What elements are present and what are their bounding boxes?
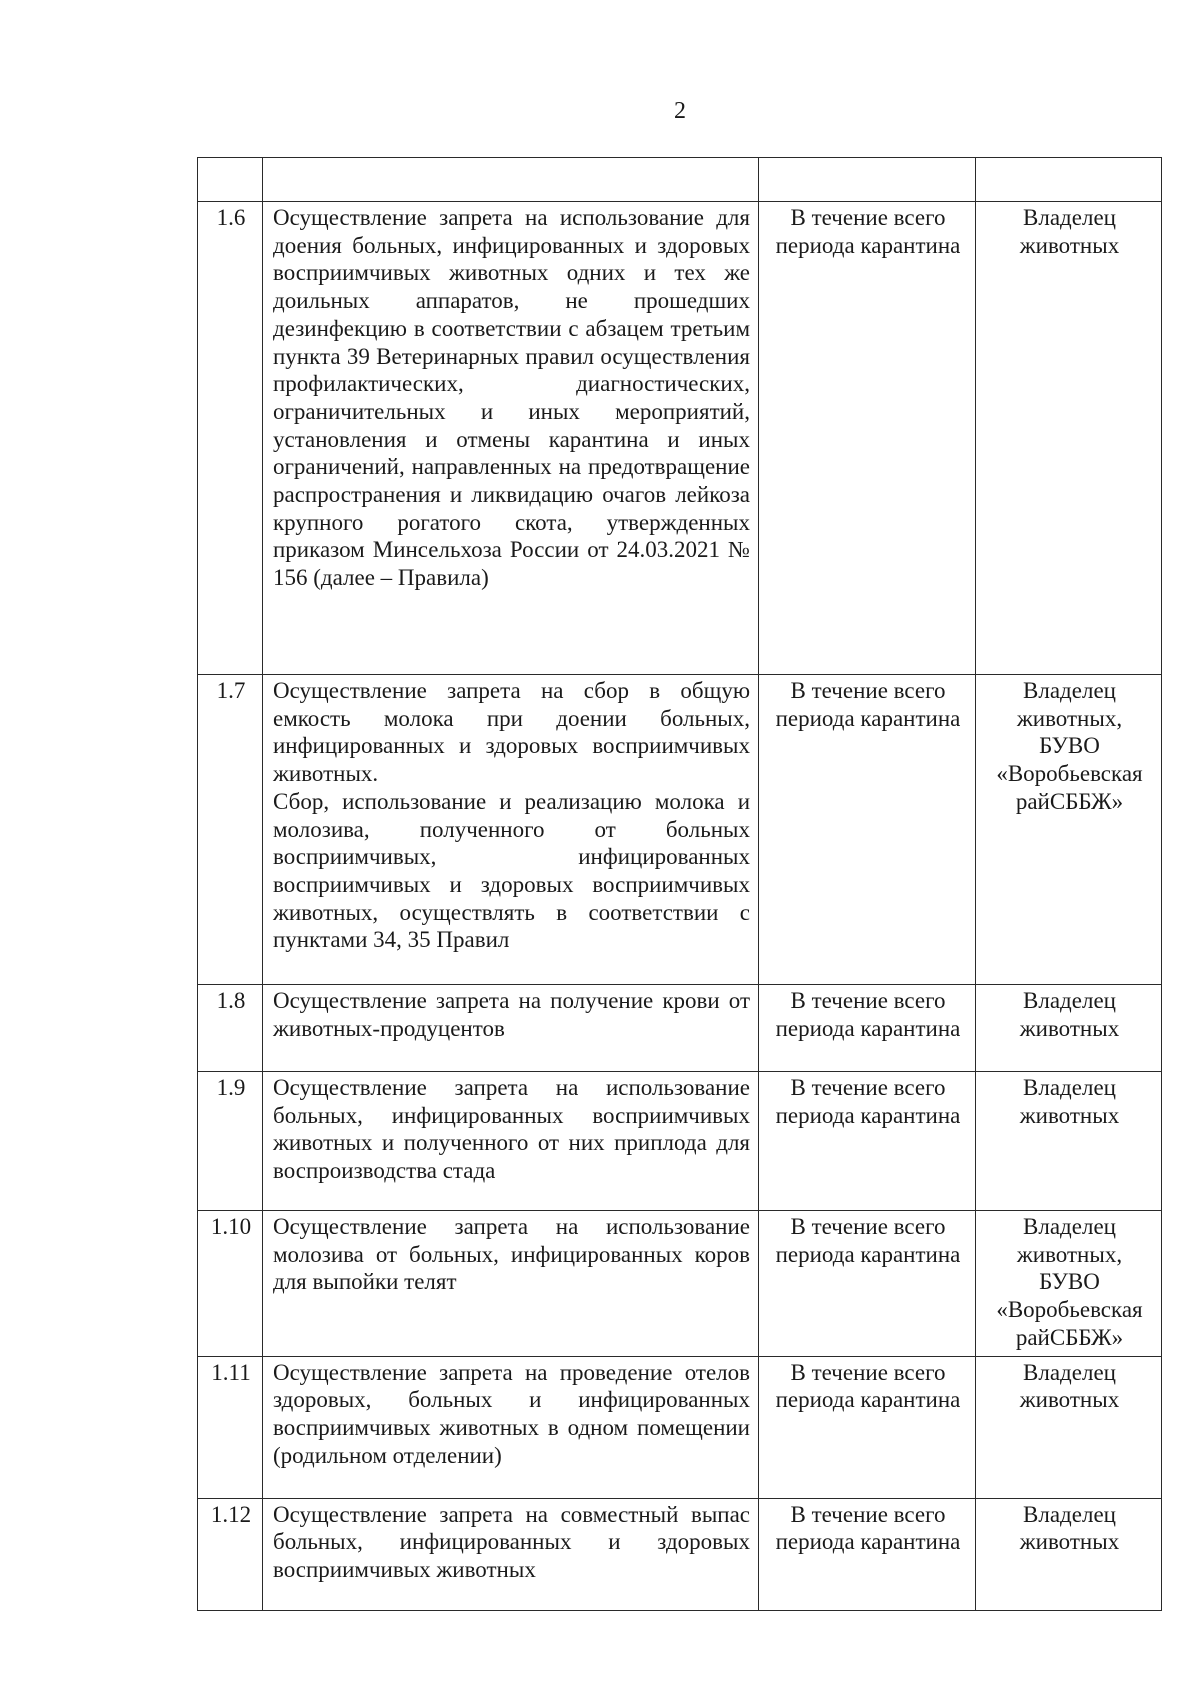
measure-text: Осуществление запрета на совместный выпас больных, инфицированных и здоровых восприимчивых животных [263,1498,759,1610]
cell-empty [976,158,1162,202]
measure-responsible: Владелец животных [976,1356,1162,1498]
measure-period: В течение всего периода карантина [759,985,976,1072]
measure-text: Осуществление запрета на использование больных, инфицированных восприимчивых животных и полученного от них приплода для воспроизводства стада [263,1072,759,1211]
page-number: 2 [674,98,686,124]
cell-empty [198,158,263,202]
measure-text: Осуществление запрета на использование для доения больных, инфицированных и здоровых восприимчивых животных одних и тех же доильных аппаратов, не прошедших дезинфекцию в соответствии с абзацем третьим пункта 39 Ветеринарных правил осуществления профилактических, диагностических, ограничительных и иных мероприятий, установления и отмены карантина и иных ограничений, направленных на предотвращение распространения и ликвидацию очагов лейкоза крупного рогатого скота, утвержденных приказом Минсельхоза России от 24.03.2021 № 156 (далее – Правила) [263,202,759,675]
row-number: 1.8 [198,985,263,1072]
measure-text: Осуществление запрета на получение крови от животных-продуцентов [263,985,759,1072]
row-number: 1.11 [198,1356,263,1498]
measure-text: Осуществление запрета на сбор в общую емкость молока при доении больных, инфицированных и здоровых восприимчивых животных. [273,678,750,787]
table-row [198,1072,1162,1211]
row-number: 1.6 [198,202,263,675]
table-row [198,675,1162,985]
row-number: 1.7 [198,675,263,985]
measure-period: В течение всего периода карантина [759,202,976,675]
cell-empty [759,158,976,202]
measure-period: В течение всего периода карантина [759,675,976,985]
measures-table [197,157,1162,1611]
table-row [198,1356,1162,1498]
table-row-continuation [198,158,1162,202]
measure-text-continued: Сбор, использование и реализацию молока и молозива, полученного от больных восприимчивых, инфицированных восприимчивых и здоровых восприимчивых животных, осуществлять в соответствии с пунктами 34, 35 Правил [273,788,750,953]
measure-responsible: Владелец животных [976,985,1162,1072]
measure-responsible: Владелец животных [976,202,1162,675]
cell-empty [263,158,759,202]
row-number: 1.12 [198,1498,263,1610]
table-row [198,1211,1162,1357]
measure-period: В течение всего периода карантина [759,1356,976,1498]
measure-text-cell [263,675,759,985]
measure-responsible: Владелец животных [976,1498,1162,1610]
measure-period: В течение всего периода карантина [759,1072,976,1211]
table-row [198,985,1162,1072]
table-row [198,202,1162,675]
measure-period: В течение всего периода карантина [759,1498,976,1610]
measure-responsible: Владелец животных, БУВО «Воробьевская райСББЖ» [976,675,1162,985]
measure-period: В течение всего периода карантина [759,1211,976,1357]
measure-responsible: Владелец животных, БУВО «Воробьевская райСББЖ» [976,1211,1162,1357]
measure-text: Осуществление запрета на использование молозива от больных, инфицированных коров для выпойки телят [263,1211,759,1357]
row-number: 1.9 [198,1072,263,1211]
measure-responsible: Владелец животных [976,1072,1162,1211]
table-row [198,1498,1162,1610]
row-number: 1.10 [198,1211,263,1357]
measure-text: Осуществление запрета на проведение отелов здоровых, больных и инфицированных восприимчивых животных в одном помещении (родильном отделении) [263,1356,759,1498]
